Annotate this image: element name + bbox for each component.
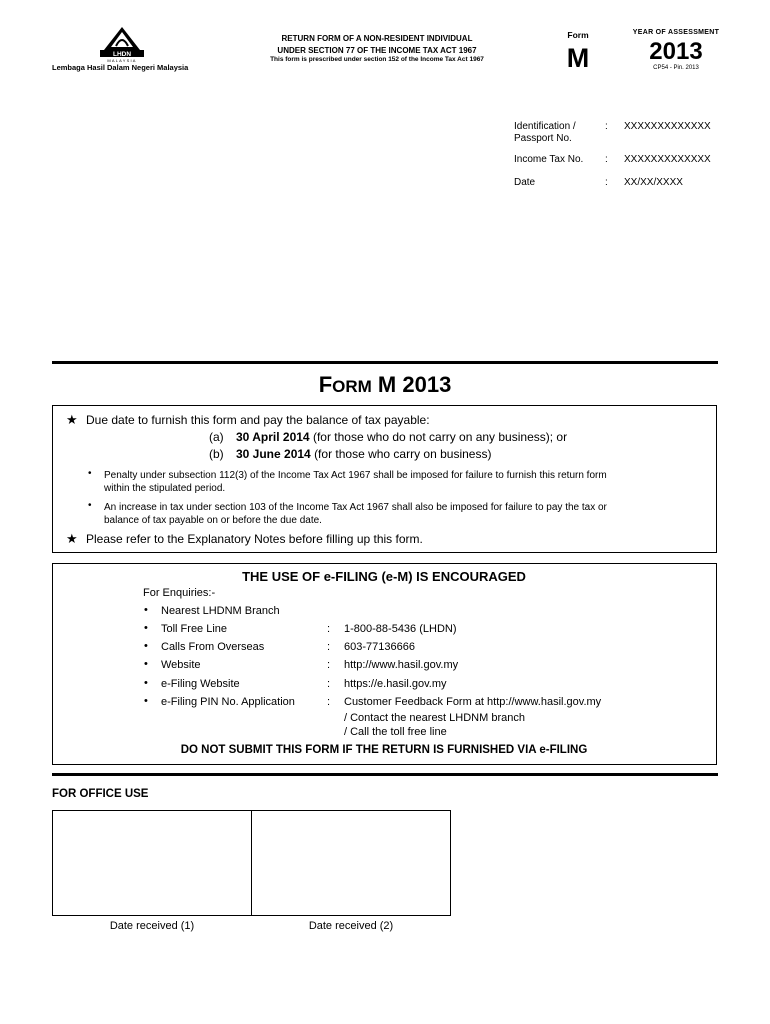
increase-note (104, 501, 710, 527)
income-tax-no-value: XXXXXXXXXXXXX (624, 154, 711, 165)
efiling-heading: THE USE OF e-FILING (e-M) IS ENCOURAGED (242, 569, 526, 584)
enquiry-pin-line3: / Call the toll free line (344, 726, 447, 738)
return-title-line2: UNDER SECTION 77 OF THE INCOME TAX ACT 1967 (277, 46, 477, 55)
prescribed-note: This form is prescribed under section 152 of the Income Tax Act 1967 (270, 56, 484, 63)
enquiry-website-colon: : (327, 659, 331, 671)
date-colon: : (605, 177, 608, 188)
enquiry-website-label: Website (161, 659, 201, 671)
form-code: CP54 - Pin. 2013 (653, 65, 699, 71)
enquiry-website-value[interactable]: http://www.hasil.gov.my (344, 659, 459, 671)
increase-note-line1: An increase in tax under section 103 of the Income Tax Act 1967 shall also be imposed for failure to pay the tax or (104, 502, 607, 513)
lhdn-logo (94, 26, 150, 62)
enquiries-label: For Enquiries:- (143, 587, 216, 599)
enquiry-pin-label: e-Filing PIN No. Application (161, 696, 295, 708)
list-bullet: • (144, 695, 148, 707)
date-label: Date (514, 177, 536, 188)
enquiry-toll-free-colon: : (327, 623, 331, 635)
list-bullet: • (144, 640, 148, 652)
enquiry-efiling-website-value[interactable]: https://e.hasil.gov.my (344, 678, 447, 690)
increase-note-line2: balance of tax payable on or before the due date. (104, 515, 322, 526)
increase-bullet: • (88, 500, 92, 511)
date-received-caption-1: Date received (1) (109, 920, 195, 932)
enquiry-nearest-branch: Nearest LHDNM Branch (161, 605, 280, 617)
enquiry-toll-free-value: 1-800-88-5436 (LHDN) (344, 623, 457, 635)
enquiry-efiling-website-colon: : (327, 678, 331, 690)
due-a-date: 30 April 2014 (236, 430, 310, 444)
return-title-line1: RETURN FORM OF A NON-RESIDENT INDIVIDUAL (281, 34, 473, 43)
year-of-assessment-value: 2013 (649, 38, 703, 65)
list-bullet: • (144, 604, 148, 616)
due-a-text: (for those who do not carry on any business); or (312, 430, 568, 444)
identification-value: XXXXXXXXXXXXX (624, 121, 711, 132)
date-received-box-1 (52, 810, 252, 916)
penalty-bullet: • (88, 468, 92, 479)
efiling-warning: DO NOT SUBMIT THIS FORM IF THE RETURN IS FURNISHED VIA e-FILING (180, 744, 588, 756)
form-title-smallcaps: ORM (332, 377, 372, 396)
identification-colon: : (605, 121, 608, 132)
year-of-assessment-label: YEAR OF ASSESSMENT (632, 29, 720, 36)
identification-label (514, 121, 576, 145)
bottom-rule (52, 773, 718, 776)
penalty-note (104, 469, 710, 495)
date-value: XX/XX/XXXX (624, 177, 683, 188)
income-tax-no-colon: : (605, 154, 608, 165)
form-letter: M (566, 43, 590, 73)
due-b-marker: (b) (209, 447, 224, 461)
form-title (0, 372, 770, 398)
return-title (232, 33, 522, 57)
list-bullet: • (144, 622, 148, 634)
star-icon: ★ (66, 531, 78, 546)
due-b-date: 30 June 2014 (236, 447, 311, 461)
list-bullet: • (144, 677, 148, 689)
form-label: Form (567, 30, 589, 40)
logo-text: LHDN (112, 51, 132, 58)
due-b-text: (for those who carry on business) (314, 447, 492, 461)
top-rule (52, 361, 718, 364)
date-received-caption-2: Date received (2) (308, 920, 394, 932)
due-date-intro: Due date to furnish this form and pay the balance of tax payable: (86, 413, 430, 427)
income-tax-no-label: Income Tax No. (514, 154, 584, 165)
list-bullet: • (144, 658, 148, 670)
star-icon: ★ (66, 412, 78, 427)
logo-country: MALAYSIA (107, 58, 137, 62)
penalty-note-line2: within the stipulated period. (104, 483, 226, 494)
form-title-suffix: M 2013 (371, 372, 452, 397)
office-use-heading: FOR OFFICE USE (52, 788, 149, 800)
identification-label-line2: Passport No. (514, 133, 572, 144)
form-title-initial: F (318, 372, 333, 397)
enquiry-toll-free-label: Toll Free Line (161, 623, 228, 635)
refer-note: Please refer to the Explanatory Notes before filling up this form. (86, 532, 423, 546)
due-a-marker: (a) (209, 430, 224, 444)
enquiry-overseas-value: 603-77136666 (344, 641, 415, 653)
date-received-box-2 (251, 810, 451, 916)
enquiry-overseas-colon: : (327, 641, 331, 653)
enquiry-pin-line2: / Contact the nearest LHDNM branch (344, 712, 525, 724)
penalty-note-line1: Penalty under subsection 112(3) of the Income Tax Act 1967 shall be imposed for failure to furnish this return form (104, 470, 607, 481)
due-a-line (236, 430, 567, 444)
due-b-line (236, 447, 491, 461)
org-name: Lembaga Hasil Dalam Negeri Malaysia (52, 63, 189, 72)
enquiry-efiling-website-label: e-Filing Website (161, 678, 240, 690)
enquiry-pin-value: Customer Feedback Form at http://www.hasil.gov.my (344, 696, 602, 708)
enquiry-pin-colon: : (327, 696, 331, 708)
identification-label-line1: Identification / (514, 121, 576, 132)
enquiry-overseas-label: Calls From Overseas (161, 641, 265, 653)
